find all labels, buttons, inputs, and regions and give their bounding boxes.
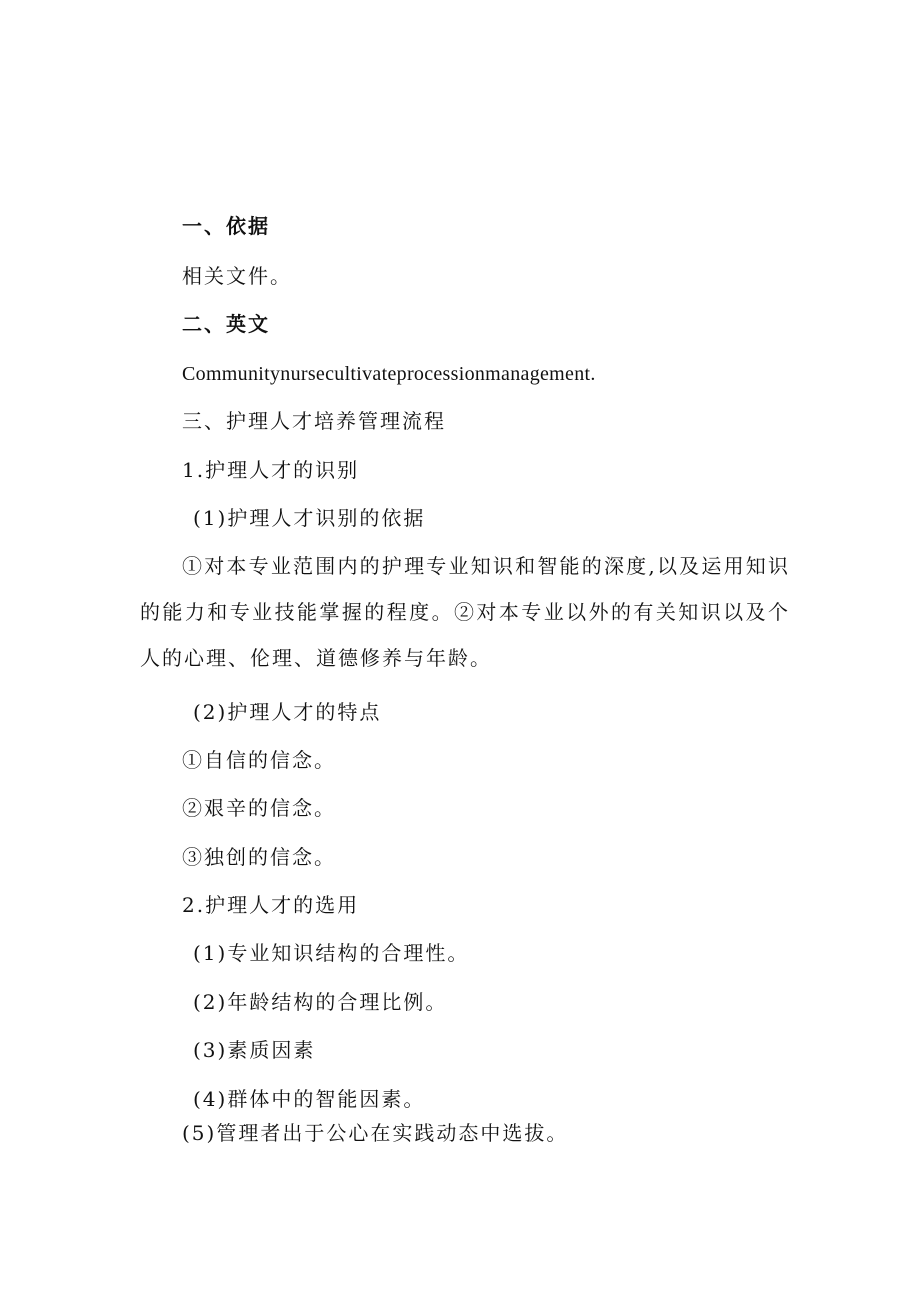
selection-item: (4)群体中的智能因素。 bbox=[193, 1087, 426, 1111]
section1-sub1-title: (1)护理人才识别的依据 bbox=[193, 506, 426, 530]
trait-item: ②艰辛的信念。 bbox=[182, 796, 336, 820]
selection-item: (2)年龄结构的合理比例。 bbox=[193, 990, 448, 1014]
selection-item: (5)管理者出于公心在实践动态中选拔。 bbox=[182, 1121, 569, 1145]
trait-item: ①自信的信念。 bbox=[182, 748, 336, 772]
heading-process: 三、护理人才培养管理流程 bbox=[182, 409, 446, 433]
trait-item: ③独创的信念。 bbox=[182, 845, 336, 869]
selection-item: (1)专业知识结构的合理性。 bbox=[193, 941, 470, 965]
section2-title: 2.护理人才的选用 bbox=[182, 893, 360, 917]
section1-sub1-paragraph: ①对本专业范围内的护理专业知识和智能的深度,以及运用知识的能力和专业技能掌握的程度。②对本专业以外的有关知识以及个人的心理、伦理、道德修养与年龄。 bbox=[140, 554, 790, 670]
english-text: Communitynursecultivateprocessionmanagement. bbox=[182, 363, 596, 385]
section1-title: 1.护理人才的识别 bbox=[182, 458, 360, 482]
section1-sub2-title: (2)护理人才的特点 bbox=[193, 700, 382, 724]
heading-basis: 一、依据 bbox=[182, 214, 270, 238]
heading-english: 二、英文 bbox=[182, 312, 270, 336]
selection-item: (3)素质因素 bbox=[193, 1038, 316, 1062]
basis-text: 相关文件。 bbox=[182, 264, 292, 288]
